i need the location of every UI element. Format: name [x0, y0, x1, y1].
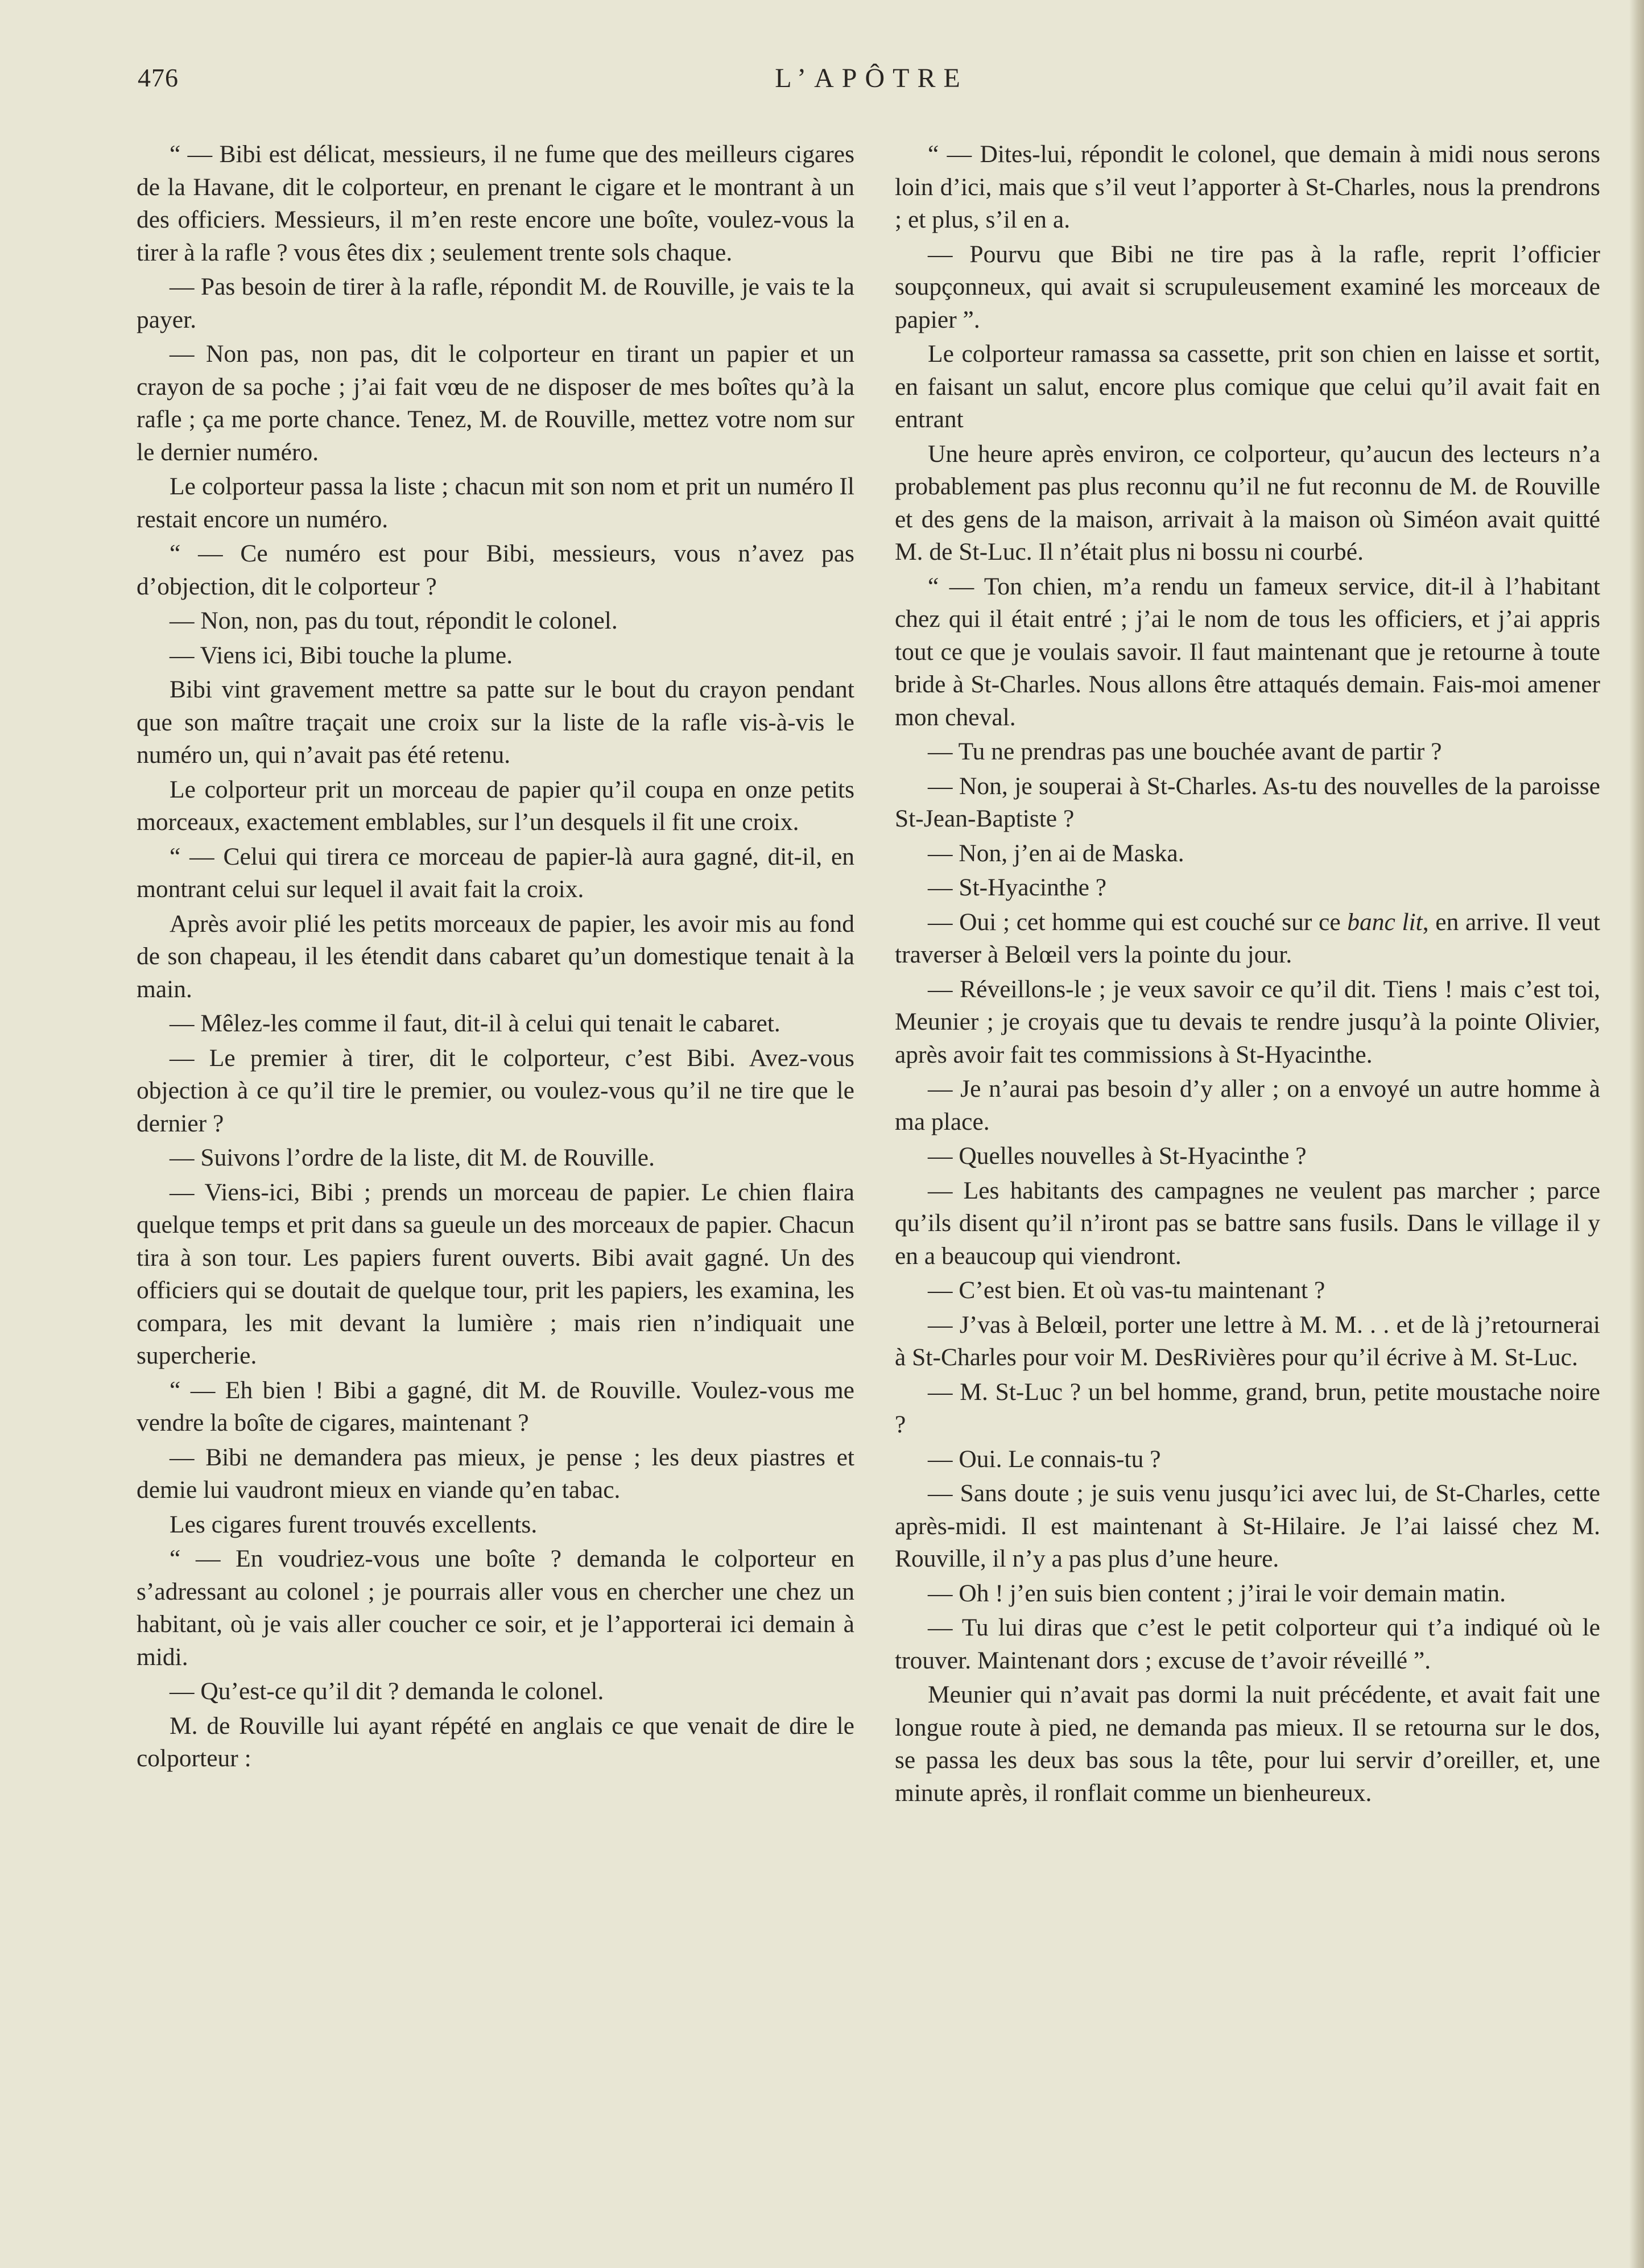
paragraph: — Les habitants des campagnes ne veulent pas marcher ; parce qu’ils disent qu’il n’iront pas se battre sans fusils. Dans le village il y en a beaucoup qui viendront.	[895, 1176, 1600, 1270]
paragraph: “ — En voudriez-vous une boîte ? demanda le colporteur en s’adressant au colonel ; je pourrais aller vous en chercher une chez un habitant, où je vais aller coucher ce soir, et je l’apporterai ici demain à midi.	[137, 1545, 854, 1671]
paragraph: — C’est bien. Et où vas-tu maintenant ?	[928, 1276, 1325, 1304]
right-text-column	[895, 138, 1600, 1811]
paragraph: “ — Ton chien, m’a rendu un fameux service, dit-il à l’habitant chez qui il était entré ; j’ai le nom de tous les officiers, et j’ai appris tout ce que je voulais savoir. Il faut maintenant que je retourne à toute bride à St-Charles. Nous allons être attaqués demain. Fais-moi amener mon cheval.	[895, 572, 1600, 731]
paragraph: — M. St-Luc ? un bel homme, grand, brun, petite moustache noire ?	[895, 1378, 1600, 1438]
paragraph: Après avoir plié les petits morceaux de papier, les avoir mis au fond de son chapeau, il les étendit dans cabaret qu’un domestique tenait à la main.	[137, 910, 854, 1003]
paragraph: “ — Bibi est délicat, messieurs, il ne fume que des meilleurs cigares de la Havane, dit le colporteur, en prenant le cigare et le montrant à un des officiers. Messieurs, il m’en reste encore une boîte, voulez-vous la tirer à la rafle ? vous êtes dix ; seulement trente sols chaque.	[137, 141, 854, 266]
paragraph: — Le premier à tirer, dit le colporteur, c’est Bibi. Avez-vous objection à ce qu’il tire le premier, ou voulez-vous qu’il ne tire que le dernier ?	[137, 1044, 854, 1137]
running-title: L’APÔTRE	[775, 63, 968, 93]
paragraph: — Tu ne prendras pas une bouchée avant de partir ?	[928, 738, 1442, 765]
paragraph: — Oh ! j’en suis bien content ; j’irai le voir demain matin.	[928, 1579, 1506, 1607]
page-number: 476	[138, 63, 179, 92]
paragraph: — Bibi ne demandera pas mieux, je pense ; les deux piastres et demie lui vaudront mieux en viande qu’en tabac.	[137, 1443, 854, 1503]
italic-phrase: banc lit	[1347, 908, 1423, 936]
paragraph: Le colporteur prit un morceau de papier qu’il coupa en onze petits morceaux, exactement emblables, sur l’un desquels il fit une croix.	[137, 775, 854, 836]
left-text-column	[137, 138, 854, 1777]
paragraph: — J’vas à Belœil, porter une lettre à M. M. . . et de là j’retournerai à St-Charles pour voir M. DesRivières pour qu’il écrive à M. St-Luc.	[895, 1311, 1600, 1371]
page-edge-shadow	[1629, 0, 1644, 2268]
paragraph: — Oui. Le connais-tu ?	[928, 1445, 1161, 1473]
paragraph: — Non, j’en ai de Maska.	[928, 839, 1184, 867]
paragraph: — Non, non, pas du tout, répondit le colonel.	[170, 607, 618, 634]
paragraph: — Suivons l’ordre de la liste, dit M. de Rouville.	[170, 1144, 655, 1171]
paragraph: — Quelles nouvelles à St-Hyacinthe ?	[928, 1142, 1307, 1170]
paragraph: Le colporteur ramassa sa cassette, prit son chien en laisse et sortit, en faisant un salut, encore plus comique que celui qu’il avait fait en entrant	[895, 340, 1600, 433]
paragraph: — Qu’est-ce qu’il dit ? demanda le colonel.	[170, 1678, 604, 1705]
paragraph: — Viens ici, Bibi touche la plume.	[170, 641, 513, 669]
paragraph: Les cigares furent trouvés excellents.	[170, 1510, 538, 1538]
paragraph: Une heure après environ, ce colporteur, qu’aucun des lecteurs n’a probablement pas plus reconnu qu’il ne fut reconnu de M. de Rouville et des gens de la maison, arrivait à la maison où Siméon avait quitté M. de St-Luc. Il n’était plus ni bossu ni courbé.	[895, 440, 1600, 565]
paragraph: — Je n’aurai pas besoin d’y aller ; on a envoyé un autre homme à ma place.	[895, 1075, 1600, 1135]
paragraph: — Réveillons-le ; je veux savoir ce qu’il dit. Tiens ! mais c’est toi, Meunier ; je croyais que tu devais te rendre jusqu’à la pointe Olivier, après avoir fait tes commissions à St-Hyacinthe.	[895, 975, 1600, 1068]
paragraph: Meunier qui n’avait pas dormi la nuit précédente, et avait fait une longue route à pied, ne demanda pas mieux. Il se retourna sur le dos, se passa les deux bas sous la tête, pour lui servir d’oreiller, et, une minute après, il ronflait comme un bienheureux.	[895, 1681, 1600, 1807]
paragraph: — St-Hyacinthe ?	[928, 874, 1107, 901]
paragraph: — Viens-ici, Bibi ; prends un morceau de papier. Le chien flaira quelque temps et prit dans sa gueule un des morceaux de papier. Chacun tira à son tour. Les papiers furent ouverts. Bibi avait gagné. Un des officiers qui se doutait de quelque tour, prit les papiers, les examina, les compara, les mit devant la lumière ; mais rien n’indiquait une supercherie.	[137, 1178, 854, 1369]
paragraph: — Pas besoin de tirer à la rafle, répondit M. de Rouville, je vais te la payer.	[137, 273, 854, 333]
paragraph: — Pourvu que Bibi ne tire pas à la rafle, reprit l’officier soupçonneux, qui avait si scrupuleusement examiné les morceaux de papier ”.	[895, 240, 1600, 333]
paragraph: — Sans doute ; je suis venu jusqu’ici avec lui, de St-Charles, cette après-midi. Il est maintenant à St-Hilaire. Je l’ai laissé chez M. Rouville, il n’y a pas plus d’une heure.	[895, 1480, 1600, 1572]
paragraph: “ — Ce numéro est pour Bibi, messieurs, vous n’avez pas d’objection, dit le colporteur ?	[137, 540, 854, 600]
paragraph: M. de Rouville lui ayant répété en anglais ce que venait de dire le colporteur :	[137, 1712, 854, 1772]
paragraph: Bibi vint gravement mettre sa patte sur le bout du crayon pendant que son maître traçait une croix sur la liste de la rafle vis-à-vis le numéro un, qui n’avait pas été retenu.	[137, 676, 854, 769]
paragraph: — Non pas, non pas, dit le colporteur en tirant un papier et un crayon de sa poche ; j’ai fait vœu de ne disposer de mes boîtes qu’à la rafle ; ça me porte chance. Tenez, M. de Rouville, mettez votre nom sur le dernier numéro.	[137, 340, 854, 466]
paragraph: “ — Eh bien ! Bibi a gagné, dit M. de Rouville. Voulez-vous me vendre la boîte de cigares, maintenant ?	[137, 1376, 854, 1436]
paragraph: — Tu lui diras que c’est le petit colporteur qui t’a indiqué où le trouver. Maintenant dors ; excuse de t’avoir réveillé ”.	[895, 1614, 1600, 1674]
page-header	[138, 63, 1605, 102]
paragraph: — Mêlez-les comme il faut, dit-il à celui qui tenait le cabaret.	[170, 1010, 780, 1037]
paragraph: — Non, je souperai à St-Charles. As-tu des nouvelles de la paroisse St-Jean-Baptiste ?	[895, 772, 1600, 832]
paragraph: — Oui ; cet homme qui est couché sur ce banc lit, en arrive. Il veut traverser à Belœil vers la pointe du jour.	[895, 908, 1601, 968]
paragraph: “ — Celui qui tirera ce morceau de papier-là aura gagné, dit-il, en montrant celui sur lequel il avait fait la croix.	[137, 842, 854, 903]
paragraph: Le colporteur passa la liste ; chacun mit son nom et prit un numéro Il restait encore un numéro.	[137, 473, 854, 533]
paragraph: “ — Dites-lui, répondit le colonel, que demain à midi nous serons loin d’ici, mais que s’il veut l’apporter à St-Charles, nous la prendrons ; et plus, s’il en a.	[895, 141, 1600, 233]
